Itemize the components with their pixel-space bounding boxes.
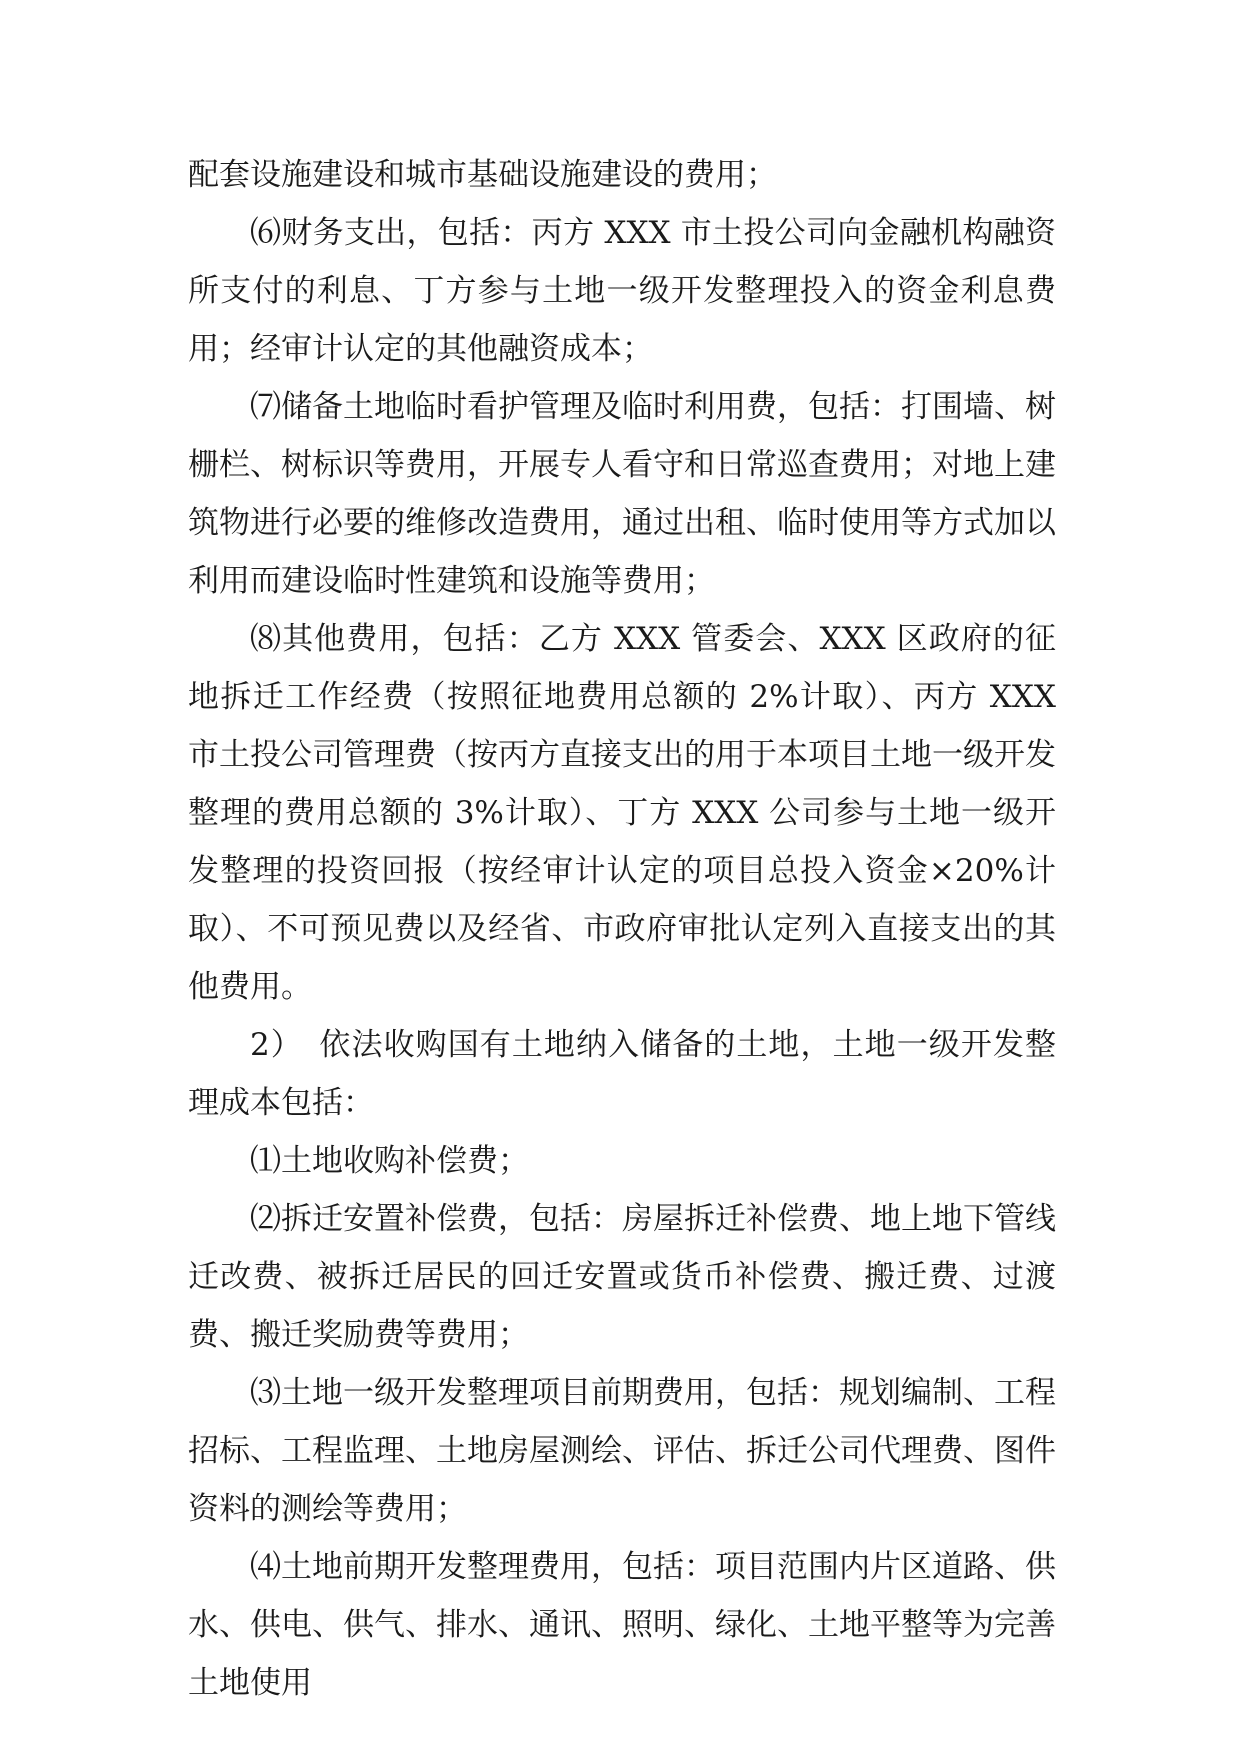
paragraph-item-6-financial-expenses: ⑹财务支出，包括：丙方 XXX 市土投公司向金融机构融资所支付的利息、丁方参与土地一级开发整理投入的资金利息费用；经审计认定的其他融资成本； xyxy=(188,215,1056,367)
paragraph-item-7-temporary-management: ⑺储备土地临时看护管理及临时利用费，包括：打围墙、树栅栏、树标识等费用，开展专人看守和日常巡查费用；对地上建筑物进行必要的维修改造费用，通过出租、临时使用等方式加以利用而建设临时性建筑和设施等费用； xyxy=(188,389,1056,599)
paragraph-item-8-other-expenses: ⑻其他费用，包括：乙方 XXX 管委会、XXX 区政府的征地拆迁工作经费（按照征地费用总额的 2%计取）、丙方 XXX 市土投公司管理费（按丙方直接支出的用于本项目土地一级开发整理的费用总额的 3%计取）、丁方 XXX 公司参与土地一级开发整理的投资回报（按经审计认定的项目总投入资金×20%计取）、不可预见费以及经省、市政府审批认定列入直接支出的其他费用。 xyxy=(188,621,1056,1005)
paragraph-item-2-relocation-compensation: ⑵拆迁安置补偿费，包括：房屋拆迁补偿费、地上地下管线迁改费、被拆迁居民的回迁安置或货币补偿费、搬迁费、过渡费、搬迁奖励费等费用； xyxy=(188,1201,1056,1353)
paragraph-continuation: 配套设施建设和城市基础设施建设的费用； xyxy=(188,157,777,193)
paragraph-section-2-acquisition: 2） 依法收购国有土地纳入储备的土地，土地一级开发整理成本包括： xyxy=(188,1027,1056,1121)
body-text xyxy=(188,146,1056,1712)
paragraph-item-1-acquisition-compensation: ⑴土地收购补偿费； xyxy=(250,1143,529,1179)
paragraph-item-4-development-expenses: ⑷土地前期开发整理费用，包括：项目范围内片区道路、供水、供电、供气、排水、通讯、照明、绿化、土地平整等为完善土地使用 xyxy=(188,1549,1056,1701)
paragraph-item-3-preliminary-expenses: ⑶土地一级开发整理项目前期费用，包括：规划编制、工程招标、工程监理、土地房屋测绘、评估、拆迁公司代理费、图件资料的测绘等费用； xyxy=(188,1375,1056,1527)
